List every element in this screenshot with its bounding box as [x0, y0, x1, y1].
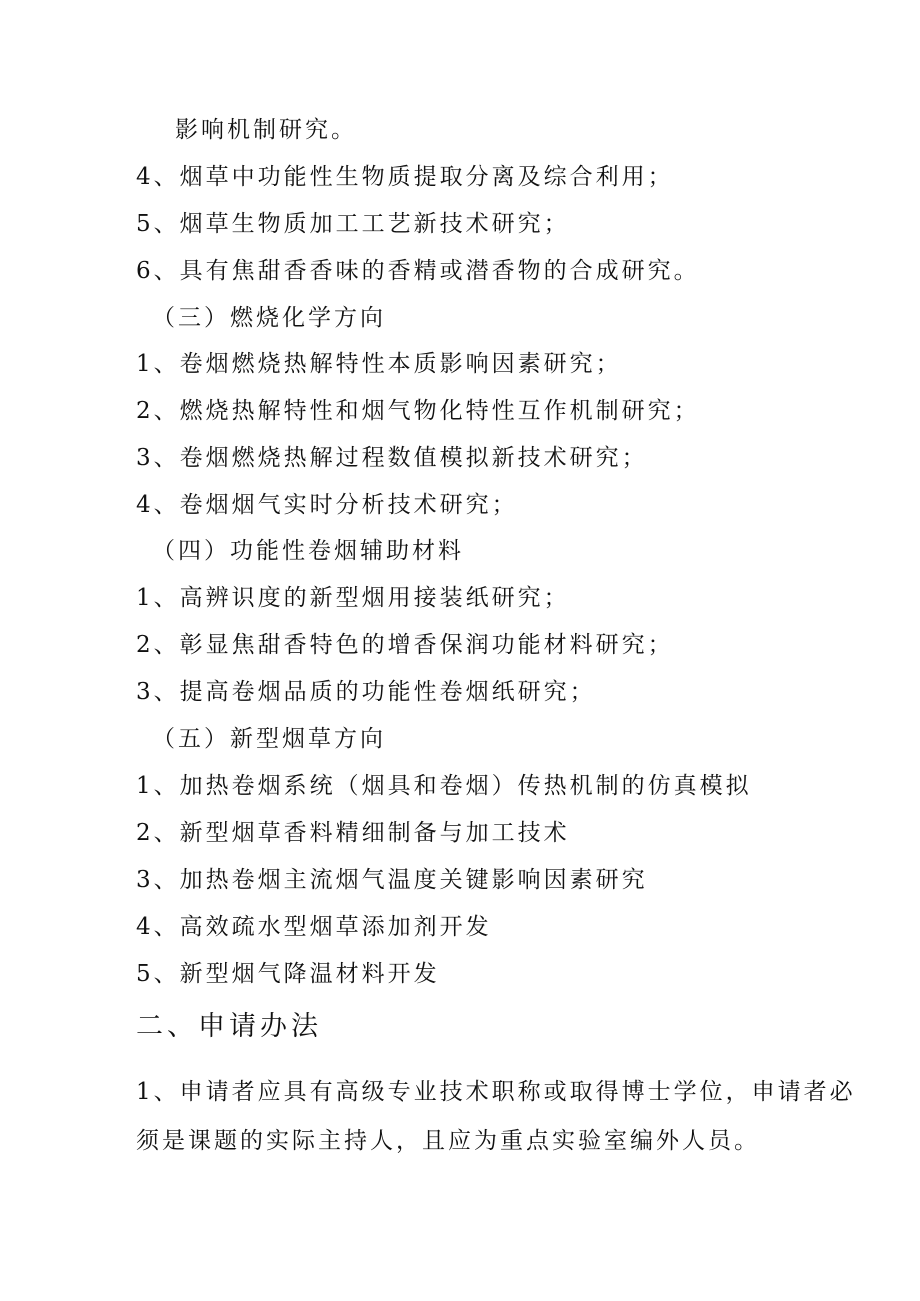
text-line-6: 2、燃烧热解特性和烟气物化特性互作机制研究；: [136, 398, 700, 424]
text-line-2: 4、烟草中功能性生物质提取分离及综合利用；: [136, 164, 674, 190]
text-line-16: 5、新型烟气降温材料开发: [136, 961, 440, 987]
section-heading-5: （五）新型烟草方向: [152, 726, 386, 752]
text-line-5: 1、卷烟燃烧热解特性本质影响因素研究；: [136, 351, 622, 377]
text-line-18: 须是课题的实际主持人，且应为重点实验室编外人员。: [136, 1128, 760, 1154]
text-line-8: 4、卷烟烟气实时分析技术研究；: [136, 492, 518, 518]
text-line-4: 6、具有焦甜香香味的香精或潜香物的合成研究。: [136, 258, 700, 284]
text-line-9: 1、高辨识度的新型烟用接装纸研究；: [136, 585, 570, 611]
section-heading-3: （三）燃烧化学方向: [152, 305, 386, 331]
text-line-3: 5、烟草生物质加工工艺新技术研究；: [136, 211, 570, 237]
section-title-application: 二、申请办法: [136, 1011, 322, 1042]
text-line-15: 4、高效疏水型烟草添加剂开发: [136, 914, 492, 940]
text-line-11: 3、提高卷烟品质的功能性卷烟纸研究；: [136, 679, 596, 705]
text-line-7: 3、卷烟燃烧热解过程数值模拟新技术研究；: [136, 445, 648, 471]
section-heading-4: （四）功能性卷烟辅助材料: [152, 538, 464, 564]
text-line-13: 2、新型烟草香料精细制备与加工技术: [136, 820, 570, 846]
text-line-10: 2、彰显焦甜香特色的增香保润功能材料研究；: [136, 632, 674, 658]
text-line-17: 1、申请者应具有高级专业技术职称或取得博士学位，申请者必: [136, 1079, 856, 1105]
text-line-14: 3、加热卷烟主流烟气温度关键影响因素研究: [136, 867, 648, 893]
text-line-12: 1、加热卷烟系统（烟具和卷烟）传热机制的仿真模拟: [136, 773, 752, 799]
text-line-1: 影响机制研究。: [175, 117, 357, 143]
